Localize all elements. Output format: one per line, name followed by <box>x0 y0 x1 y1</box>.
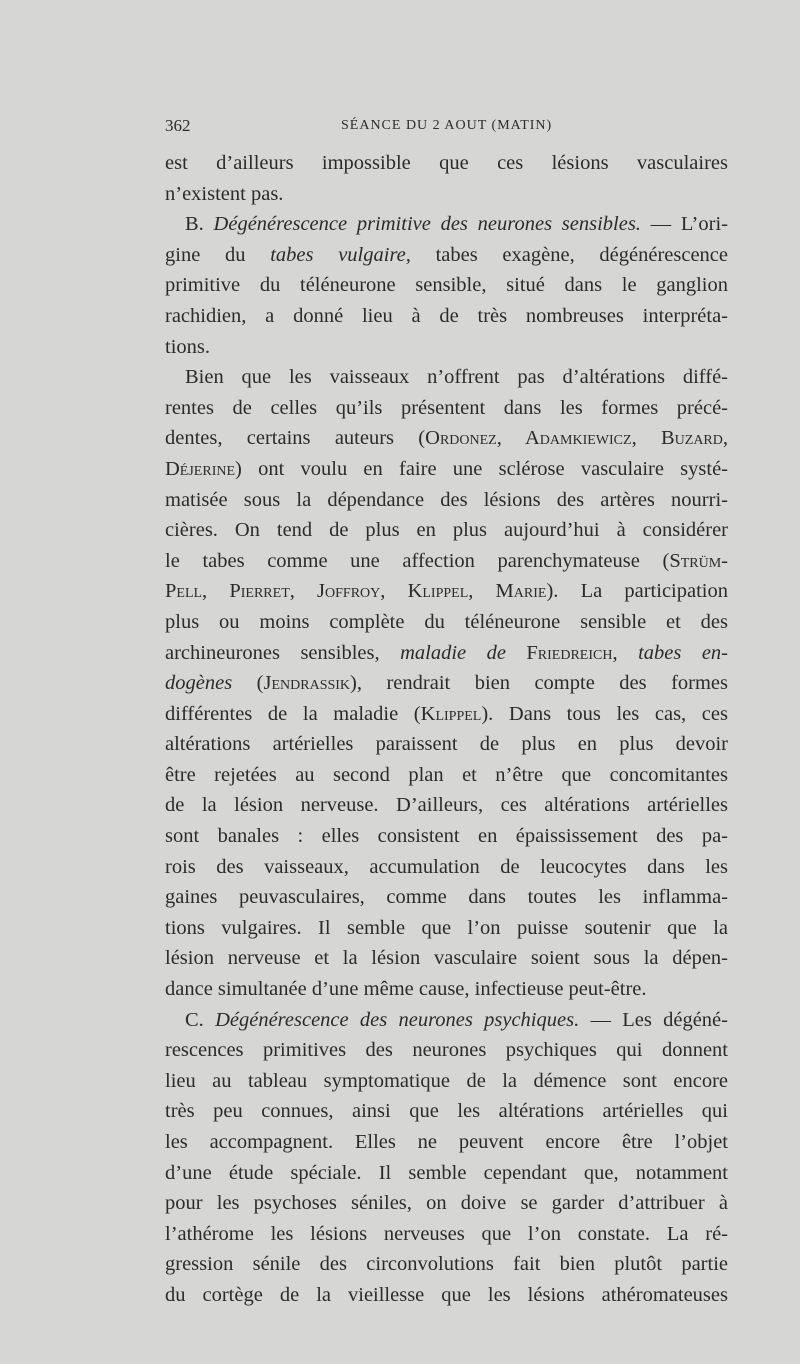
text-segment: ( <box>232 672 264 695</box>
text-segment <box>618 642 638 664</box>
text-segment: rentes de celles qu’ils présentent dans les formes précé- <box>165 396 728 419</box>
text-line <box>165 1158 728 1189</box>
text-line <box>165 515 728 546</box>
text-segment: ). Dans tous les cas, ces <box>481 702 728 725</box>
text-line <box>165 1066 728 1097</box>
text-segment: ). La participation <box>546 580 728 603</box>
text-segment: — Les dégéné- <box>579 1008 728 1031</box>
text-segment: dance simultanée d’une même cause, infectieuse peut-être. <box>165 978 647 1001</box>
text-segment: gression sénile des circonvolutions fait bien plutôt partie <box>165 1253 728 1276</box>
text-line <box>165 362 728 393</box>
text-segment: dentes, certains auteurs ( <box>165 427 426 450</box>
italic-text: Dégénérescence primitive des neurones sensibles. <box>213 213 641 236</box>
page-header <box>165 116 728 140</box>
text-line <box>165 943 728 974</box>
text-line <box>165 1005 728 1036</box>
text-segment: du cortège de la vieillesse que les lésions athéromateuses <box>165 1283 728 1306</box>
text-segment: primitive du téléneurone sensible, situé dans le ganglion <box>165 274 728 297</box>
text-segment: lieu au tableau symptomatique de la démence sont encore <box>165 1069 728 1092</box>
text-segment: rescences primitives des neurones psychiques qui donnent <box>165 1039 728 1062</box>
text-segment: gine du <box>165 243 271 266</box>
text-segment: ) ont voulu en faire une sclérose vasculaire systé- <box>235 457 728 480</box>
small-caps-text: Ordonez, Adamkiewicz, Buzard, <box>425 427 728 450</box>
text-line <box>165 148 728 179</box>
text-line <box>165 270 728 301</box>
text-segment: rois des vaisseaux, accumulation de leucocytes dans les <box>165 855 728 878</box>
text-line <box>165 852 728 883</box>
text-segment: gaines peuvasculaires, comme dans toutes les inflamma- <box>165 886 728 909</box>
small-caps-text: Strüm- <box>669 549 728 572</box>
text-line <box>165 1188 728 1219</box>
text-segment: le tabes comme une affection parenchymateuse ( <box>165 549 670 572</box>
text-segment: cières. On tend de plus en plus aujourd’hui à considérer <box>165 519 728 542</box>
small-caps-text: Jendrassik <box>263 672 351 695</box>
text-segment: tions. <box>165 335 210 358</box>
text-line <box>165 1127 728 1158</box>
text-segment: sont banales : elles consistent en épaississement des pa- <box>165 825 728 848</box>
text-line <box>165 209 728 240</box>
text-line <box>165 546 728 577</box>
text-line <box>165 729 728 760</box>
text-segment: les accompagnent. Elles ne peuvent encore être l’objet <box>165 1131 728 1153</box>
text-segment: n’existent pas. <box>165 182 284 205</box>
text-segment: pour les psychoses séniles, on doive se garder d’attribuer à <box>165 1192 728 1215</box>
text-segment: C. <box>185 1008 216 1031</box>
text-line <box>165 1249 728 1280</box>
text-segment: matisée sous la dépendance des lésions des artères nourri- <box>165 488 728 511</box>
small-caps-text: Pell, Pierret, Joffroy, Klippel, Marie <box>165 580 547 603</box>
text-line <box>165 638 728 669</box>
text-line <box>165 882 728 913</box>
text-line <box>165 1280 728 1311</box>
text-segment: est d’ailleurs impossible que ces lésions vasculaires <box>165 152 728 174</box>
running-title: SÉANCE DU 2 AOUT (MATIN) <box>341 118 553 133</box>
text-line <box>165 974 728 1005</box>
text-segment <box>506 642 526 664</box>
text-line <box>165 760 728 791</box>
text-line <box>165 699 728 730</box>
text-line <box>165 1035 728 1066</box>
text-segment: tabes exagène, dégénérescence <box>410 243 729 266</box>
italic-text: Dégénérescence des neurones psychiques. <box>215 1008 580 1031</box>
body-text <box>165 148 728 1311</box>
italic-text: dogènes <box>165 672 233 695</box>
text-line <box>165 668 728 699</box>
page-number: 362 <box>165 116 191 135</box>
text-segment: d’une étude spéciale. Il semble cependant que, notamment <box>165 1161 728 1184</box>
text-segment: l’athérome les lésions nerveuses que l’on constate. La ré- <box>165 1222 728 1245</box>
text-segment: lésion nerveuse et la lésion vasculaire soient sous la dépen- <box>165 947 728 970</box>
text-segment: altérations artérielles paraissent de plus en plus devoir <box>165 733 728 756</box>
text-line <box>165 1096 728 1127</box>
text-line <box>165 423 728 454</box>
text-segment: Bien que les vaisseaux n’offrent pas d’altérations diffé- <box>185 366 728 389</box>
text-segment: tions vulgaires. Il semble que l’on puisse soutenir que la <box>165 916 728 939</box>
italic-text: tabes vulgaire, <box>270 243 411 266</box>
text-segment: plus ou moins complète du téléneurone sensible et des <box>165 610 728 633</box>
text-segment: ), rendrait bien compte des formes <box>350 672 728 695</box>
text-line <box>165 454 728 485</box>
text-segment: B. <box>185 213 214 236</box>
text-line <box>165 790 728 821</box>
small-caps-text: Déjerine <box>165 457 236 480</box>
text-segment: être rejetées au second plan et n’être que concomitantes <box>165 763 728 786</box>
text-segment: rachidien, a donné lieu à de très nombreuses interpréta- <box>165 304 728 327</box>
text-segment: différentes de la maladie ( <box>165 702 421 725</box>
text-line <box>165 607 728 638</box>
text-line <box>165 913 728 944</box>
text-segment: archineurones sensibles, <box>165 641 401 664</box>
italic-text: tabes en- <box>638 641 728 664</box>
text-line <box>165 576 728 607</box>
text-segment: — L’ori- <box>640 213 728 236</box>
text-line <box>165 179 728 210</box>
text-line <box>165 393 728 424</box>
text-line <box>165 485 728 516</box>
small-caps-text: Friedreich, <box>526 641 618 664</box>
text-segment: de la lésion nerveuse. D’ailleurs, ces altérations artérielles <box>165 794 728 817</box>
text-line <box>165 1219 728 1250</box>
text-line <box>165 301 728 332</box>
text-line <box>165 821 728 852</box>
text-line <box>165 332 728 363</box>
text-line <box>165 240 728 271</box>
italic-text: maladie de <box>400 641 506 664</box>
text-segment: très peu connues, ainsi que les altérations artérielles qui <box>165 1100 728 1123</box>
small-caps-text: Klippel <box>420 702 482 725</box>
